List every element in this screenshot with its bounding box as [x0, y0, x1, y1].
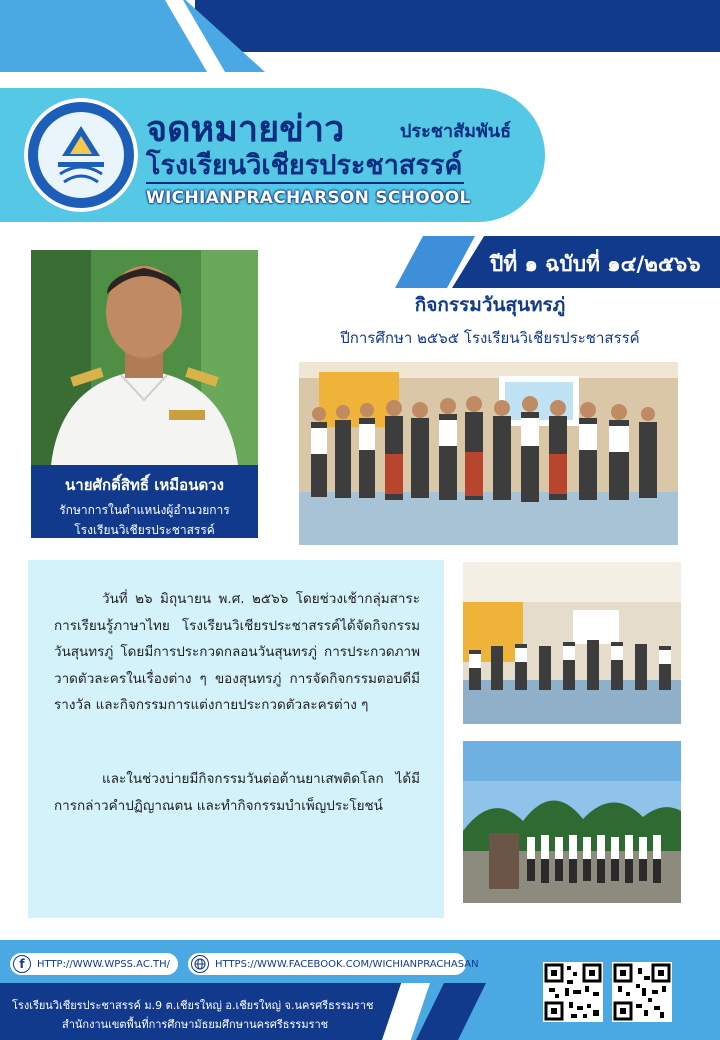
issue-label: ปีที่ ๑ ฉบับที่ ๑๔/๒๕๖๖	[490, 252, 701, 276]
school-name-english: WICHIANPRACHARSON SCHOOOL	[146, 188, 471, 208]
qr-code-icon[interactable]	[612, 962, 672, 1022]
director-portrait	[31, 250, 258, 465]
globe-icon	[191, 955, 209, 973]
event-photo-stage	[463, 562, 681, 724]
title-divider	[146, 182, 464, 184]
school-name: โรงเรียนวิเชียรประชาสรรค์	[146, 150, 463, 181]
article-paragraph: วันที่ ๒๖ มิถุนายน พ.ศ. ๒๕๖๖ โดยช่วงเช้ากลุ่มสาระการเรียนรู้ภาษาไทย โรงเรียนวิเชียรประชาสรรค์ได้จัดกิจกรรมวันสุนทรภู่ โดยมีการประกวดกลอนวันสุนทรภู่ การประกวดภาพวาดตัวละครในเรื่องต่าง ๆ ของสุนทรภู่ การจัดกิจกรรมตอบดีมีรางวัล และกิจกรรมการแต่งกายประกวดตัวละครต่าง ๆ	[54, 591, 420, 713]
education-office: สำนักงานเขตพื้นที่การศึกษามัธยมศึกษานครศรีธรรมราช	[62, 1018, 329, 1031]
qr-code-icon[interactable]	[543, 962, 603, 1022]
school-emblem-icon	[38, 112, 124, 198]
top-dark-bar	[195, 0, 720, 52]
facebook-link[interactable]	[188, 953, 479, 975]
event-title: กิจกรรมวันสุนทรภู่	[414, 294, 566, 316]
facebook-url: HTTPS://WWW.FACEBOOK.COM/WICHIANPRACHASAN	[215, 958, 479, 970]
school-logo-inner	[38, 112, 124, 198]
event-photo-outdoor	[463, 741, 681, 903]
director-name: นายศักดิ์สิทธิ์ เหมือนดวง	[65, 476, 224, 494]
website-link[interactable]	[10, 953, 178, 975]
event-photo-group	[299, 362, 678, 545]
newsletter-subtitle: ประชาสัมพันธ์	[400, 121, 512, 142]
director-nameplate	[31, 465, 258, 538]
newsletter-title: จดหมายข่าว	[146, 109, 345, 150]
event-subtitle: ปีการศึกษา ๒๕๖๕ โรงเรียนวิเชียรประชาสรรค์	[340, 329, 640, 347]
article-paragraph: และในช่วงบ่ายมีกิจกรรมวันต่อต้านยาเสพติดโลก ได้มีการกล่าวคำปฏิญาณตน และทำกิจกรรมบำเพ็ญประโยชน์	[54, 771, 420, 814]
director-role: รักษาการในตำแหน่งผู้อำนวยการ	[59, 503, 230, 517]
website-url: HTTP://WWW.WPSS.AC.TH/	[37, 958, 171, 970]
article-box	[28, 560, 444, 918]
facebook-icon: f	[13, 955, 31, 973]
director-school: โรงเรียนวิเชียรประชาสรรค์	[74, 523, 215, 537]
school-address: โรงเรียนวิเชียรประชาสรรค์ ม.9 ต.เชียรใหญ่ อ.เชียรใหญ่ จ.นครศรีธรรมราช	[12, 999, 374, 1012]
